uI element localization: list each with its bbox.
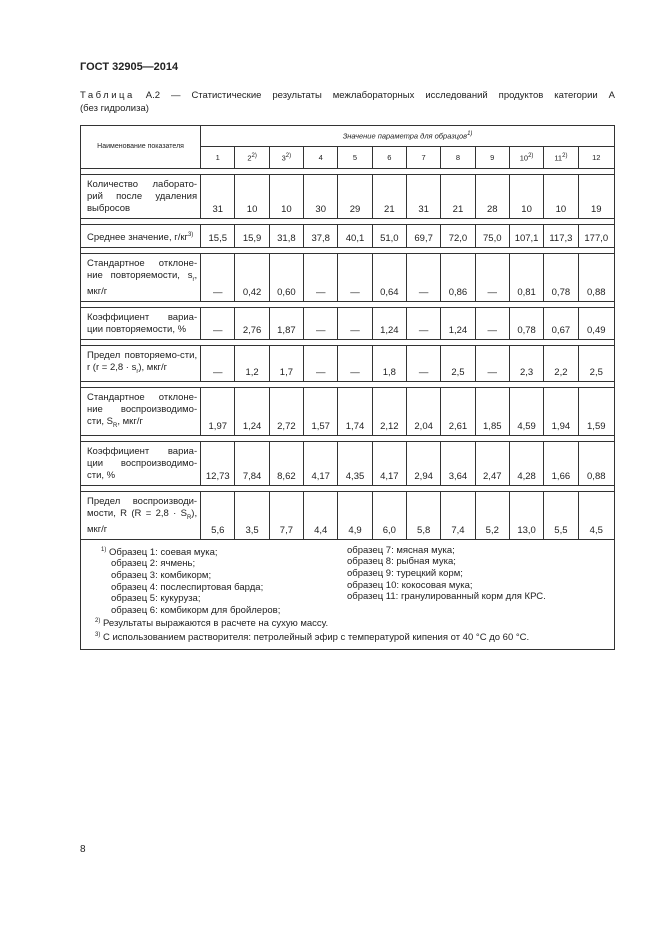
- header-group-cell: [201, 126, 615, 147]
- note-sample: образец 7: мясная мука;: [347, 544, 455, 556]
- note-sup: 1): [101, 546, 107, 553]
- table-cell: 3,64: [441, 441, 475, 485]
- note-3-text: С использованием растворителя: петролейный эфир с температурой кипения от 40 °С до 60 °С.: [100, 632, 530, 644]
- column-header-9: [475, 147, 509, 169]
- table-cell: 4,59: [509, 387, 543, 435]
- row-label-tail: ), мкг/г: [87, 507, 198, 535]
- column-number: 6: [387, 153, 392, 162]
- table-cell: 5,6: [201, 491, 235, 539]
- table-cell: 31: [201, 175, 235, 219]
- table-cell: 31: [406, 175, 440, 219]
- table-cell: 1,8: [372, 346, 406, 382]
- note-sample: образец 9: турецкий корм;: [347, 567, 463, 579]
- note-sup: 3): [95, 632, 101, 639]
- table-row: [81, 441, 615, 485]
- table-cell: 0,67: [544, 308, 578, 340]
- column-number: 5: [352, 153, 358, 162]
- note-sample-text: образец 3: комбикорм;: [111, 570, 212, 582]
- table-cell: 10: [509, 175, 543, 219]
- row-label: [81, 346, 201, 382]
- table-cell: 5,2: [475, 491, 509, 539]
- table-cell: —: [406, 254, 440, 302]
- table-cell: 3,5: [235, 491, 269, 539]
- table-cell: 10: [235, 175, 269, 219]
- row-label: [81, 441, 201, 485]
- table-cell: 0,81: [509, 254, 543, 302]
- column-header-3: [269, 147, 303, 169]
- column-header-7: [406, 147, 440, 169]
- table-cell: 5,5: [544, 491, 578, 539]
- table-cell: 1,59: [578, 387, 614, 435]
- header-group-text: Значение параметра для образцов: [342, 131, 468, 141]
- note-sample-text: образец 4: послеспиртовая барда;: [111, 581, 264, 593]
- note-sample: [87, 605, 347, 617]
- results-table: [80, 125, 615, 650]
- caption-line2: (без гидролиза): [80, 103, 149, 114]
- table-cell: 1,24: [372, 308, 406, 340]
- row-label: [81, 225, 201, 248]
- table-cell: 8,62: [269, 441, 303, 485]
- table-cell: 1,87: [269, 308, 303, 340]
- table-cell: 21: [441, 175, 475, 219]
- table-row: [81, 225, 615, 248]
- table-cell: 0,60: [269, 254, 303, 302]
- table-cell: 1,57: [304, 387, 338, 435]
- table-cell: 2,94: [406, 441, 440, 485]
- table-cell: 51,0: [372, 225, 406, 248]
- row-label-sub: R: [186, 514, 192, 521]
- column-header-10: [509, 147, 543, 169]
- table-cell: —: [338, 308, 372, 340]
- table-cell: 2,2: [544, 346, 578, 382]
- row-label-text: Коэффициент вариа-ции повторяемости, %: [87, 312, 198, 336]
- header-group-sup: 1): [467, 131, 473, 138]
- column-number: 9: [490, 153, 495, 162]
- notes-row: [81, 539, 615, 649]
- column-header-5: [338, 147, 372, 169]
- row-label: [81, 387, 201, 435]
- column-number: 7: [421, 153, 426, 162]
- table-notes: [81, 539, 615, 649]
- document-header: ГОСТ 32905—2014: [80, 61, 179, 73]
- column-number: 1: [215, 153, 220, 162]
- table-cell: 15,5: [201, 225, 235, 248]
- table-cell: —: [201, 346, 235, 382]
- table-cell: 31,8: [269, 225, 303, 248]
- table-cell: —: [201, 308, 235, 340]
- column-header-6: [372, 147, 406, 169]
- column-header-8: [441, 147, 475, 169]
- table-cell: —: [304, 308, 338, 340]
- table-cell: 0,64: [372, 254, 406, 302]
- table-cell: 69,7: [406, 225, 440, 248]
- table-cell: 1,66: [544, 441, 578, 485]
- table-cell: 1,24: [441, 308, 475, 340]
- table-cell: 2,04: [406, 387, 440, 435]
- table-cell: 13,0: [509, 491, 543, 539]
- table-cell: 40,1: [338, 225, 372, 248]
- row-label-text: Количество лаборато-рий после удаления выбросов: [87, 179, 198, 214]
- table-cell: 10: [269, 175, 303, 219]
- table-cell: 1,2: [235, 346, 269, 382]
- row-label-sup: 3): [187, 232, 194, 238]
- column-sup: 2): [285, 152, 292, 159]
- table-cell: 15,9: [235, 225, 269, 248]
- table-cell: 6,0: [372, 491, 406, 539]
- table-cell: 2,72: [269, 387, 303, 435]
- table-cell: —: [475, 346, 509, 382]
- note-sample: образец 8: рыбная мука;: [347, 556, 456, 568]
- note-sample: [87, 558, 347, 570]
- table-cell: 2,47: [475, 441, 509, 485]
- table-row: [81, 346, 615, 382]
- row-label-sub: r: [192, 277, 195, 284]
- row-label-text: Стандартное отклоне-ние воспроизводимо-сти, S: [87, 391, 198, 427]
- table-cell: 30: [304, 175, 338, 219]
- table-cell: 4,5: [578, 491, 614, 539]
- table-cell: 2,61: [441, 387, 475, 435]
- table-cell: —: [304, 346, 338, 382]
- row-label-tail: ), мкг/г: [138, 362, 168, 374]
- notes-columns: [87, 545, 608, 617]
- note-sample-text: образец 5: кукуруза;: [111, 593, 201, 605]
- row-label: [81, 491, 201, 539]
- table-row: [81, 254, 615, 302]
- column-number: 3: [281, 153, 286, 163]
- table-cell: 177,0: [578, 225, 614, 248]
- note-3: [87, 630, 608, 644]
- table-cell: 4,28: [509, 441, 543, 485]
- notes-right: [347, 545, 546, 617]
- table-cell: —: [475, 308, 509, 340]
- column-number: 12: [592, 153, 601, 162]
- table-cell: 2,76: [235, 308, 269, 340]
- note-sample-text: образец 2: ячмень;: [111, 558, 196, 570]
- row-label: [81, 254, 201, 302]
- table-cell: —: [406, 346, 440, 382]
- table-cell: 107,1: [509, 225, 543, 248]
- table-row: [81, 175, 615, 219]
- column-header-2: [235, 147, 269, 169]
- column-sup: 2): [562, 152, 568, 159]
- note-sample: [87, 570, 347, 582]
- table-cell: —: [475, 254, 509, 302]
- table-cell: 75,0: [475, 225, 509, 248]
- column-number: 11: [554, 153, 563, 163]
- table-cell: 2,5: [578, 346, 614, 382]
- table-cell: 0,42: [235, 254, 269, 302]
- column-number: 2: [247, 153, 252, 163]
- table-row: [81, 491, 615, 539]
- table-cell: 21: [372, 175, 406, 219]
- table-cell: 1,7: [269, 346, 303, 382]
- row-label: [81, 175, 201, 219]
- table-cell: 1,85: [475, 387, 509, 435]
- row-label-text: Стандартное отклоне-ние повторяемости, s: [87, 258, 198, 282]
- table-cell: 2,12: [372, 387, 406, 435]
- table-row: [81, 308, 615, 340]
- note-sup: 2): [95, 618, 101, 625]
- table-cell: 4,4: [304, 491, 338, 539]
- note-sample: образец 11: гранулированный корм для КРС.: [347, 591, 546, 603]
- row-label-text: Коэффициент вариа-ции воспроизводимо-сти, %: [87, 445, 198, 481]
- header-name-cell: Наименование показателя: [81, 126, 201, 169]
- notes-left: [87, 545, 347, 617]
- note-sample: [87, 582, 347, 594]
- note-sample: [87, 545, 347, 559]
- table-caption: [80, 89, 615, 115]
- column-header-11: [544, 147, 578, 169]
- table-cell: —: [338, 254, 372, 302]
- row-label: [81, 308, 201, 340]
- row-label-tail: , мкг/г: [87, 270, 198, 298]
- table-cell: 0,88: [578, 441, 614, 485]
- column-sup: 2): [528, 152, 534, 159]
- column-number: 10: [519, 153, 529, 163]
- table-cell: 1,94: [544, 387, 578, 435]
- table-cell: 4,35: [338, 441, 372, 485]
- table-cell: 19: [578, 175, 614, 219]
- caption-title: А.2 — Статистические результаты межлабораторных исследований продуктов категории А: [134, 90, 615, 101]
- table-cell: 12,73: [201, 441, 235, 485]
- table-cell: 72,0: [441, 225, 475, 248]
- note-2: [87, 616, 608, 630]
- table-cell: 0,88: [578, 254, 614, 302]
- page-number: 8: [80, 844, 86, 855]
- table-cell: 10: [544, 175, 578, 219]
- table-cell: 28: [475, 175, 509, 219]
- table-cell: 4,17: [372, 441, 406, 485]
- table-cell: 5,8: [406, 491, 440, 539]
- row-label-text: Среднее значение, г/кг: [87, 232, 188, 244]
- table-cell: 4,17: [304, 441, 338, 485]
- table-cell: 0,78: [509, 308, 543, 340]
- note-sample-text: Образец 1: соевая мука;: [108, 546, 218, 558]
- table-row: [81, 387, 615, 435]
- column-sup: 2): [251, 152, 257, 159]
- table-cell: 7,7: [269, 491, 303, 539]
- row-label-tail: , мкг/г: [117, 415, 143, 427]
- table-cell: 7,4: [441, 491, 475, 539]
- table-cell: 7,84: [235, 441, 269, 485]
- row-label-text: Предел воспроизводи-мости, R (R = 2,8 · S: [87, 495, 198, 519]
- row-label-sub: r: [136, 368, 139, 375]
- note-sample: образец 10: кокосовая мука;: [347, 579, 473, 591]
- caption-label: Таблица: [80, 90, 135, 101]
- row-label-sub: R: [113, 422, 118, 429]
- table-cell: 29: [338, 175, 372, 219]
- table-cell: —: [304, 254, 338, 302]
- table-cell: 4,9: [338, 491, 372, 539]
- table-cell: 117,3: [544, 225, 578, 248]
- table-cell: 0,78: [544, 254, 578, 302]
- table-cell: 2,5: [441, 346, 475, 382]
- table-cell: 0,49: [578, 308, 614, 340]
- row-label-text: Предел повторяемо-сти, r (r = 2,8 · s: [87, 350, 198, 374]
- table-cell: —: [201, 254, 235, 302]
- column-header-12: [578, 147, 614, 169]
- note-sample: [87, 593, 347, 605]
- column-header-1: [201, 147, 235, 169]
- table-cell: —: [338, 346, 372, 382]
- note-sample-text: образец 6: комбикорм для бройлеров;: [111, 604, 281, 616]
- table-cell: —: [406, 308, 440, 340]
- column-number: 8: [455, 153, 461, 162]
- table-cell: 0,86: [441, 254, 475, 302]
- column-header-4: [304, 147, 338, 169]
- table-cell: 1,24: [235, 387, 269, 435]
- table-cell: 1,74: [338, 387, 372, 435]
- table-cell: 1,97: [201, 387, 235, 435]
- note-2-text: Результаты выражаются в расчете на сухую массу.: [100, 618, 329, 630]
- table-cell: 2,3: [509, 346, 543, 382]
- table-cell: 37,8: [304, 225, 338, 248]
- column-number: 4: [318, 153, 323, 162]
